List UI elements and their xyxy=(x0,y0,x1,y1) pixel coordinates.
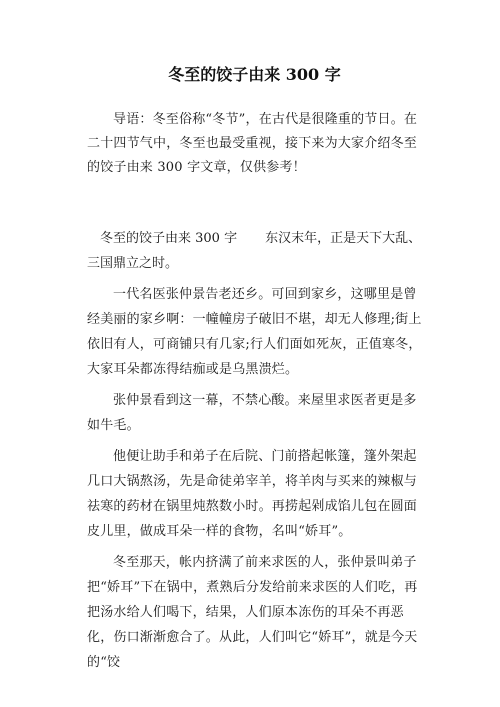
body-paragraph-1: 一代名医张仲景告老还乡。可回到家乡，这哪里是曾经美丽的家乡啊：一幢幢房子破旧不堪，却无人修理;街上依旧有人，可商铺只有几家;行人们面如死灰，正值寒冬，大家耳朵都冻得结痂或是乌黑溃烂。 xyxy=(87,287,422,377)
section-first-sentence: 东汉末年，正是天下大乱、三国鼎立之时。 xyxy=(87,231,422,271)
body-paragraph-4: 冬至那天，帐内挤满了前来求医的人，张仲景叫弟子把“娇耳”下在锅中，煮熟后分发给前来求医的人们吃，再把汤水给人们喝下，结果，人们原本冻伤的耳朵不再恶化，伤口渐渐愈合了。从此，人们叫它“娇耳”，就是今天的“饺 xyxy=(87,555,418,670)
document-title: 冬至的饺子由来 300 字 xyxy=(168,65,341,84)
body-paragraph-3: 他便让助手和弟子在后院、门前搭起帐篷，篷外架起几口大锅熬汤，先是命徒弟宰羊，将羊肉与买来的辣椒与祛寒的药材在锅里炖熬数小时。再捞起剁成馅儿包在圆面皮儿里，做成耳朵一样的食物，名叫“娇耳”。 xyxy=(87,449,418,539)
section-subtitle: 冬至的饺子由来 300 字 xyxy=(100,231,238,246)
section-heading-line xyxy=(87,226,422,276)
body-paragraph-2: 张仲景看到这一幕，不禁心酸。来屋里求医者更是多如牛毛。 xyxy=(87,393,417,433)
lead-paragraph: 导语：冬至俗称“冬节”，在古代是很隆重的节日。在二十四节气中，冬至也最受重视，接下来为大家介绍冬至的饺子由来 300 字文章，仅供参考！ xyxy=(87,112,418,175)
